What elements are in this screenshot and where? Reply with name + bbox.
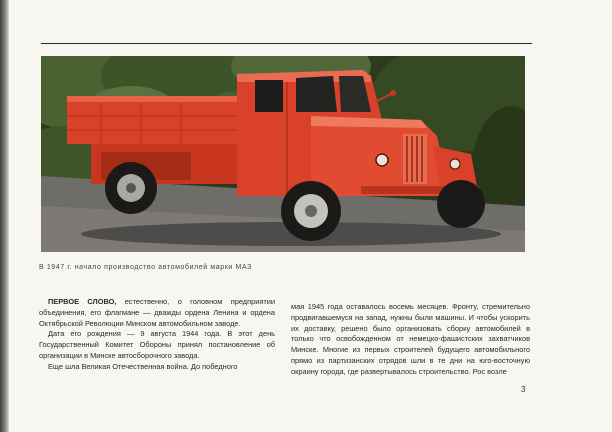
top-rule	[41, 43, 532, 44]
paragraph-continued: мая 1945 года оставалось восемь месяцев. Фронту, стремительно продвигавшемуся на запад, нужны были машины. И чтобы ускорить их доставку, решено было организовать сборку автомобилей в только что освобожденном от немецко-фашистских захватчиков Минске. Многие из первых строителей будущего автомобильного прямо из партизанских отрядов шли в те дни на юго-восточную окраину города, где развертывалось строительство. Рос возле	[291, 302, 530, 376]
lead-word: ПЕРВОЕ СЛОВО,	[48, 297, 117, 306]
truck-photo	[41, 56, 525, 252]
paragraph-1	[39, 297, 275, 329]
page-binding-edge	[0, 0, 9, 432]
paragraph-1-text: естественно, о головном предприятии объединения, его флагмане — дважды ордена Ленина и ордена Октябрьской Революции Минском автомобильном заводе.	[39, 297, 275, 328]
maz-truck-illustration	[41, 56, 525, 252]
paragraph-2: Дата его рождения — 9 августа 1944 года. В этот день Государственный Комитет Обороны принял постановление об организации в Минске автосборочного завода.	[39, 329, 275, 360]
paragraph-3: Еще шла Великая Отечественная война. До победного	[48, 361, 238, 371]
text-column-left	[39, 297, 275, 373]
photo-caption: В 1947 г. начало производство автомобилей марки МАЗ	[39, 264, 252, 271]
page-number: 3	[521, 385, 526, 394]
text-column-right	[291, 302, 530, 378]
